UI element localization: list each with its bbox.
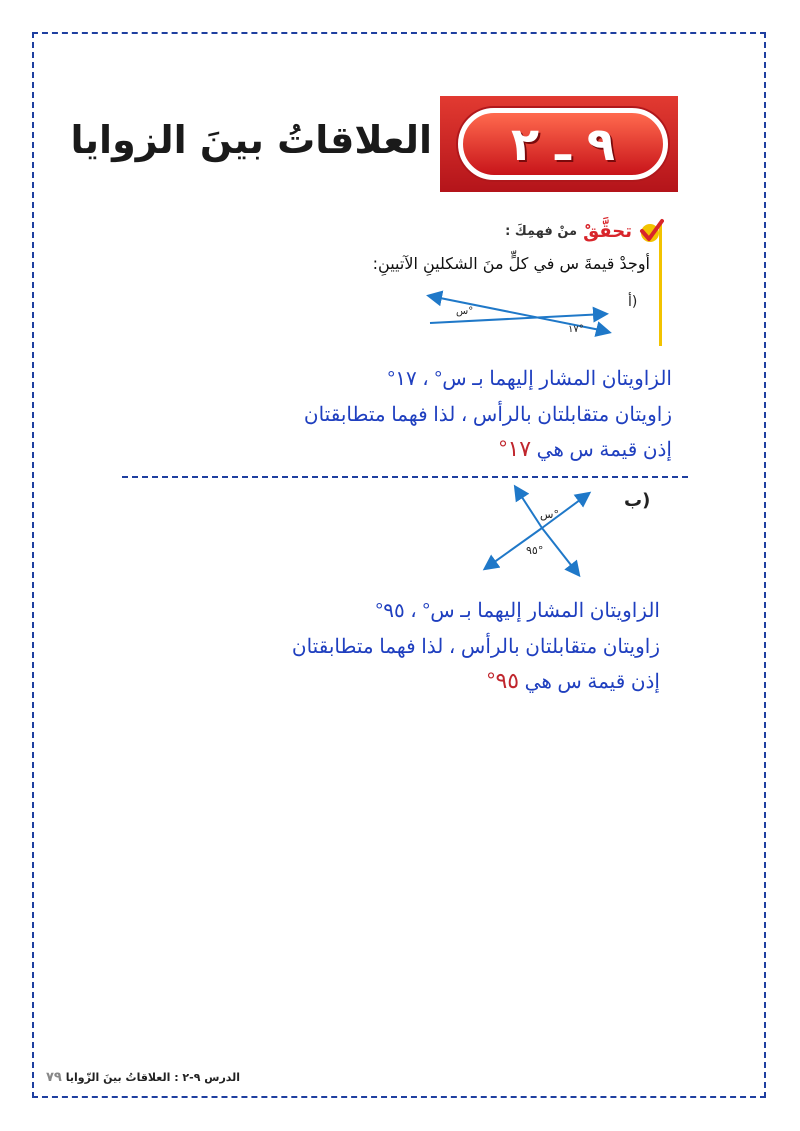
figure-a-angle-value: ١٧° xyxy=(568,324,584,335)
figure-b-diagram xyxy=(480,484,600,578)
lesson-number: ٩ ـ ٢ xyxy=(511,117,615,171)
figure-a-angle-x: س° xyxy=(456,306,474,317)
answer-b-value: ٩٥° xyxy=(486,668,520,693)
section-separator xyxy=(122,476,688,478)
check-subtitle: منْ فهمِكَ : xyxy=(505,223,578,239)
page-footer xyxy=(46,1070,240,1085)
checkmark-icon xyxy=(638,218,664,244)
footer-lesson-reference: الدرس ٩-٢ : العلاقاتُ بينَ الزّوايا xyxy=(65,1071,241,1084)
lesson-title: العلاقاتُ بينَ الزوايا xyxy=(70,118,432,162)
answer-b-line-2: زاويتان متقابلتان بالرأس ، لذا فهما متطابقتان xyxy=(291,636,660,658)
answer-b-conclusion: إذن قيمة س هي xyxy=(524,671,660,693)
answer-a-value: ١٧° xyxy=(498,436,532,461)
figure-a-diagram xyxy=(420,290,620,338)
answer-b-line-3 xyxy=(487,668,660,694)
figure-b-label: ب) xyxy=(624,490,651,511)
answer-a-line-3 xyxy=(499,436,672,462)
answer-b-line-1: الزاويتان المشار إليهما بـ س° ، ٩٥° xyxy=(375,600,660,622)
figure-b-angle-value: ٩٥° xyxy=(526,544,544,557)
lesson-number-badge xyxy=(458,108,668,180)
figure-a-label: أ) xyxy=(628,294,638,310)
exercise-instruction: أوجدْ قيمةَ س في كلٍّ منَ الشكلينِ الآتيينِ: xyxy=(372,254,650,273)
page-number: ٧٩ xyxy=(46,1070,62,1085)
answer-a-conclusion: إذن قيمة س هي xyxy=(536,439,672,461)
figure-b-line-1 xyxy=(516,488,542,528)
figure-b-angle-x: س° xyxy=(540,508,559,521)
answer-a-line-2: زاويتان متقابلتان بالرأس ، لذا فهما متطابقتان xyxy=(303,404,672,426)
check-title: تحقَّقْ xyxy=(583,220,632,242)
answer-a-line-1: الزاويتان المشار إليهما بـ س° ، ١٧° xyxy=(387,368,672,390)
check-understanding-heading xyxy=(505,218,664,244)
